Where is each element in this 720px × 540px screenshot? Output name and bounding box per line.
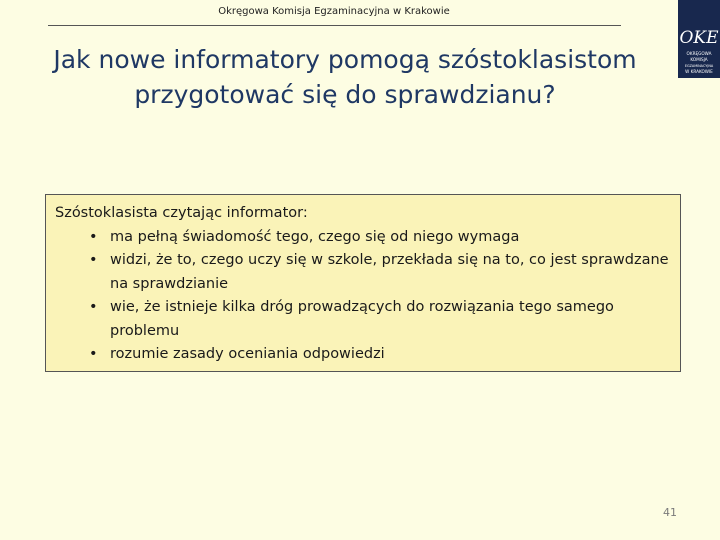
bullet-item: • rozumie zasady oceniania odpowiedzi — [89, 343, 670, 367]
slide-title-line-2: przygotować się do sprawdzianu? — [134, 80, 556, 109]
logo-line-1: OKRĘGOWA — [686, 51, 712, 56]
slide-title-line-1: Jak nowe informatory pomogą szóstoklasistom — [53, 45, 637, 74]
logo-mark: OKE — [679, 28, 719, 48]
box-intro: Szóstoklasista czytając informator: — [55, 205, 308, 221]
logo-line-3: EGZAMINACYJNA — [684, 64, 714, 68]
content-box — [45, 194, 681, 372]
bullet-item: • widzi, że to, czego uczy się w szkole, przekłada się na to, co jest sprawdzane na sprawdzianie — [89, 249, 670, 296]
logo-line-2: KOMISJA — [690, 57, 708, 62]
bullet-list — [55, 226, 670, 367]
header-divider — [48, 25, 621, 26]
oke-logo — [678, 0, 720, 78]
logo-line-4: W KRAKOWIE — [685, 69, 713, 74]
slide-title — [30, 42, 660, 112]
organization-header: Okręgowa Komisja Egzaminacyjna w Krakowie — [218, 6, 450, 17]
bullet-item: • wie, że istnieje kilka dróg prowadzących do rozwiązania tego samego problemu — [89, 296, 670, 343]
page-number: 41 — [663, 506, 677, 519]
bullet-item: • ma pełną świadomość tego, czego się od niego wymaga — [89, 226, 670, 250]
